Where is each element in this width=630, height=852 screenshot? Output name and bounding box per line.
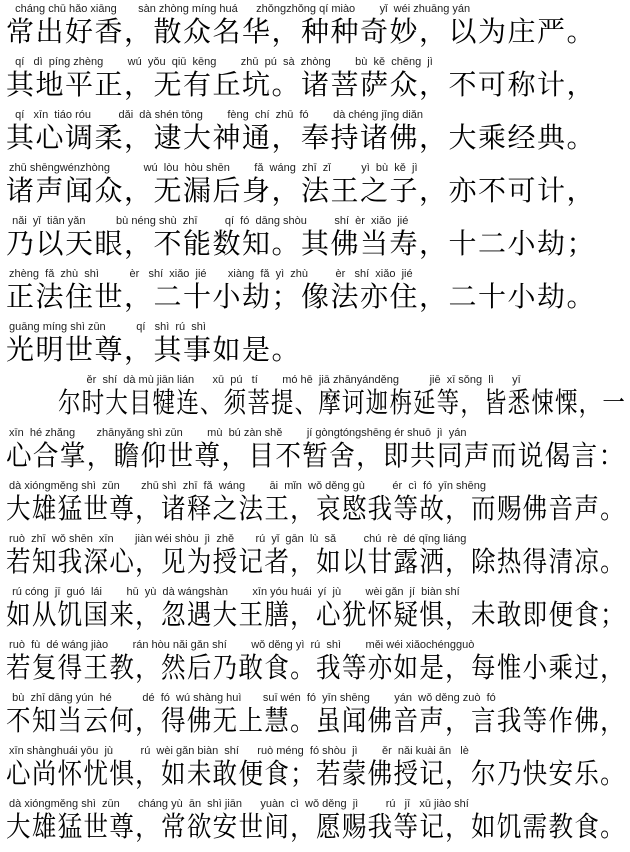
hanzi-line: 如从饥国来，忽遇大王膳，心犹怀疑惧，未敢即便食； (6, 598, 627, 631)
pinyin-line: dà xióngměng shì zūn cháng yù ān shì jiān yuàn cì wǒ děng jì rú jī xū jiào shí (6, 798, 469, 810)
verse-line (0, 55, 630, 108)
hanzi-line: 其心调柔，逮大神通，奉持诸佛，大乘经典。 (6, 121, 597, 154)
pinyin-line: zhèng fǎ zhù shì èr shí xiǎo jié xiàng fǎ yì zhù èr shí xiǎo jié (6, 268, 413, 280)
verse-line (0, 585, 630, 638)
hanzi-line: 心合掌，瞻仰世尊，目不暂舍，即共同声而说偈言： (6, 439, 626, 472)
hanzi-line: 诸声闻众，无漏后身，法王之子，亦不可计， (6, 174, 597, 207)
pinyin-line: xīn hé zhǎng zhānyǎng shì zūn mù bú zàn shě jí gòngtóngshēng ér shuō jì yán (6, 427, 467, 439)
hanzi-line: 常出好香，散众名华，种种奇妙，以为庄严。 (6, 15, 597, 48)
hanzi-line: 乃以天眼，不能数知。其佛当寿，十二小劫； (6, 227, 597, 260)
verse-line (0, 744, 630, 797)
verse-line (0, 2, 630, 55)
pinyin-line: zhū shēngwénzhòng wú lòu hòu shēn fǎ wáng zhī zǐ yì bù kě jì (6, 162, 418, 174)
verse-line (0, 373, 630, 426)
verse-line (0, 267, 630, 320)
hanzi-line: 若复得王教，然后乃敢食。我等亦如是，每惟小乘过， (6, 651, 627, 684)
verse-line (0, 797, 630, 850)
pinyin-line: qí dì píng zhèng wú yǒu qiū kēng zhū pú sà zhòng bù kě chēng jì (6, 56, 433, 68)
verse-line (0, 638, 630, 691)
hanzi-line: 大雄猛世尊，诸释之法王，哀愍我等故，而赐佛音声。 (6, 492, 627, 525)
pinyin-line: ruò fù dé wáng jiào rán hòu nǎi gǎn shí wǒ děng yì rú shì měi wéi xiǎochéngguò (6, 639, 475, 651)
hanzi-line: 尔时大目犍连、须菩提、摩诃迦栴延等，皆悉悚慄，一 (58, 386, 627, 419)
pinyin-line: cháng chū hǎo xiāng sàn zhòng míng huá zhǒngzhǒng qí miào yǐ wéi zhuāng yán (6, 3, 471, 15)
hanzi-line: 心尚怀忧惧，如未敢便食；若蒙佛授记，尔乃快安乐。 (6, 757, 627, 790)
verse-line (0, 691, 630, 744)
pinyin-line: nǎi yǐ tiān yǎn bù néng shù zhī qí fó dāng shòu shí èr xiǎo jié (6, 215, 409, 227)
hanzi-line: 不知当云何，得佛无上慧。虽闻佛音声，言我等作佛， (6, 704, 627, 737)
pinyin-line: rú cóng jī guó lái hū yù dà wángshàn xīn yóu huái yí jù wèi gǎn jí biàn shí (6, 586, 460, 598)
verse-line (0, 426, 630, 479)
verse-line (0, 479, 630, 532)
hanzi-line: 正法住世，二十小劫；像法亦住，二十小劫。 (6, 280, 597, 313)
verse-line (0, 108, 630, 161)
pinyin-line: guāng míng shì zūn qí shì rú shì (6, 321, 206, 333)
verse-line (0, 161, 630, 214)
hanzi-line: 其地平正，无有丘坑。诸菩萨众，不可称计， (6, 68, 597, 101)
pinyin-line: qí xīn tiáo róu dǎi dà shén tōng fèng chí zhū fó dà chéng jīng diǎn (6, 109, 424, 121)
hanzi-line: 光明世尊，其事如是。 (6, 333, 302, 366)
hanzi-line: 大雄猛世尊，常欲安世间，愿赐我等记，如饥需教食。 (6, 810, 627, 843)
verse-line (0, 214, 630, 267)
hanzi-line: 若知我深心，见为授记者，如以甘露洒，除热得清凉。 (6, 545, 627, 578)
pinyin-line: xīn shànghuái yōu jù rú wèi gǎn biàn shí ruò méng fó shòu jì ěr nǎi kuài ān lè (6, 745, 469, 757)
pinyin-line: ruò zhī wǒ shēn xīn jiàn wéi shòu jì zhě rú yǐ gān lù sǎ chú rè dé qīng liáng (6, 533, 467, 545)
pinyin-line: dà xióngměng shì zūn zhū shì zhī fǎ wáng āi mǐn wǒ děng gù ér cì fó yīn shēng (6, 480, 486, 492)
pinyin-line: ěr shí dà mù jiān lián xū pú tí mó hē jiā zhānyánděng jiē xī sǒng lì yī (56, 374, 521, 386)
pinyin-line: bù zhī dāng yún hé dé fó wú shàng huì suī wén fó yīn shēng yán wǒ děng zuò fó (6, 692, 496, 704)
verse-line (0, 532, 630, 585)
verse-line (0, 320, 630, 373)
